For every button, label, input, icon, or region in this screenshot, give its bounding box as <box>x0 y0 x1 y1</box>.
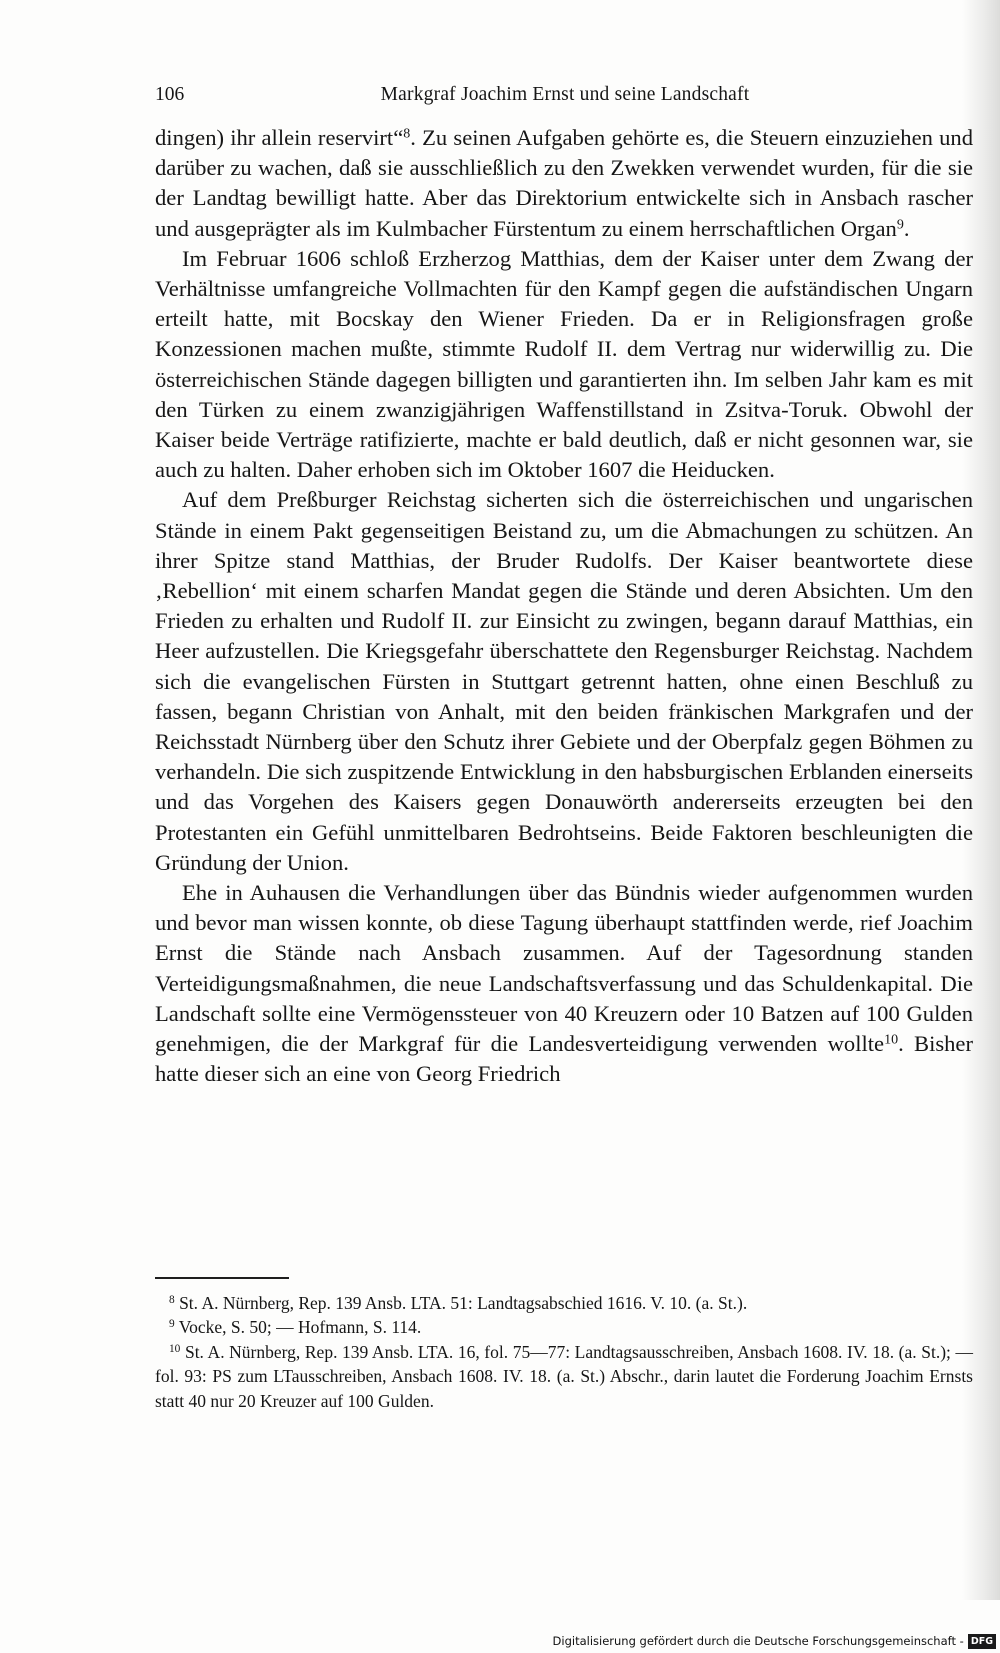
body-paragraph <box>155 123 973 244</box>
page-number: 106 <box>155 84 185 105</box>
footnote-number: 10 <box>169 1342 181 1355</box>
footnote-reference: 9 <box>896 216 904 232</box>
footnote-separator <box>155 1277 289 1279</box>
paragraph-text: . Bisher hatte dieser sich an eine von Georg Friedrich <box>155 1031 973 1087</box>
dfg-logo: DFG <box>968 1634 996 1649</box>
body-paragraph <box>155 878 973 1089</box>
paragraph-text: dingen) ihr allein reservirt“ <box>155 125 404 150</box>
paragraph-text: Ehe in Auhausen die Verhandlungen über das Bündnis wieder aufgenommen wurden und bevor man wissen konnte, ob diese Tagung überhaupt stattfinden werde, rief Joachim Ernst die Stände nach Ansbach zusammen. Auf der Tagesordnung standen Verteidigungsmaßnahmen, die neue Landschaftsverfassung und das Schuldenkapital. Die Landschaft sollte eine Vermögenssteuer von 40 Kreuzern oder 10 Batzen auf 100 Gulden genehmigen, die der Markgraf für die Landesverteidigung verwenden wollte <box>155 880 973 1057</box>
running-title: Markgraf Joachim Ernst und seine Landschaft <box>380 84 750 105</box>
running-header <box>155 84 975 110</box>
footnote-text: Vocke, S. 50; — Hofmann, S. 114. <box>174 1317 422 1338</box>
footnote-number: 8 <box>169 1293 175 1306</box>
digitization-credit <box>553 1632 996 1650</box>
footnote-number: 9 <box>169 1318 175 1331</box>
body-paragraph <box>155 244 973 486</box>
footnote <box>155 1340 973 1413</box>
footnote <box>155 1291 973 1315</box>
credit-text: Digitalisierung gefördert durch die Deutsche Forschungsgemeinschaft - <box>552 1634 964 1648</box>
paragraph-text: . <box>903 215 910 241</box>
paragraph-text: . Zu seinen Aufgaben gehörte es, die Steuern einzuziehen und darüber zu wachen, daß sie ausschließlich zu den Zwekken verwendet wurden, für die sie der Landtag bewilligt hatte. Aber das Direktorium entwickelte sich in Ansbach rascher und ausgeprägter als im Kulmbacher Fürstentum zu einem herrschaftlichen Organ <box>155 125 974 241</box>
footnote-reference: 10 <box>884 1032 899 1048</box>
footnote-text: St. A. Nürnberg, Rep. 139 Ansb. LTA. 51: Landtagsabschied 1616. V. 10. (a. St.). <box>174 1293 748 1313</box>
footnote-reference: 8 <box>403 126 411 142</box>
body-text <box>155 123 973 1090</box>
body-paragraph <box>155 485 973 878</box>
paragraph-text: Auf dem Preßburger Reichstag sicherten sich die österreichischen und ungarischen Stände in einem Pakt gegenseitigen Beistand zu, um die Abmachungen zu schützen. An ihrer Spitze stand Matthias, der Bruder Rudolfs. Der Kaiser beantwortete diese ‚Rebellion‘ mit einem scharfen Mandat gegen die Stände und deren Absichten. Um den Frieden zu erhalten und Rudolf II. zur Einsicht zu zwingen, begann darauf Matthias, ein Heer aufzustellen. Die Kriegsgefahr überschattete den Regensburger Reichstag. Nachdem sich die evangelischen Fürsten in Stuttgart getrennt hatten, ohne einen Beschluß zu fassen, begann Christian von Anhalt, mit den beiden fränkischen Markgrafen und der Reichsstadt Nürnberg über den Schutz ihrer Gebiete und der Oberpfalz gegen Böhmen zu verhandeln. Die sich zuspitzende Entwicklung in den habsburgischen Erblanden einerseits und das Vorgehen des Kaisers gegen Donauwörth andererseits erzeugten bei den Protestanten ein Gefühl unmittelbaren Bedrohtseins. Beide Faktoren beschleunigten die Gründung der Union. <box>155 487 973 875</box>
footnote-text: St. A. Nürnberg, Rep. 139 Ansb. LTA. 16, fol. 75—77: Landtagsausschreiben, Ansbach 1608. IV. 18. (a. St.); — fol. 93: PS zum LTausschreiben, Ansbach 1608. IV. 18. (a. St.) Abschr., darin lautet die Forderung Joachim Ernsts statt 40 nur 20 Kreuzer auf 100 Gulden. <box>155 1341 973 1411</box>
footnotes <box>155 1291 973 1413</box>
paragraph-text: Im Februar 1606 schloß Erzherzog Matthias, dem der Kaiser unter dem Zwang der Verhältnisse umfangreiche Vollmachten für den Kampf gegen die aufständischen Ungarn erteilt hatte, mit Bocskay den Wiener Frieden. Da er in Religionsfragen große Konzessionen machen mußte, stimmte Rudolf II. dem Vertrag nur widerwillig zu. Die österreichischen Stände dagegen billigten und garantierten ihn. Im selben Jahr kam es mit den Türken zu einem zwanzigjährigen Waffenstillstand in Zsitva-Toruk. Obwohl der Kaiser beide Verträge ratifizierte, machte er bald deutlich, daß er nicht gesonnen war, sie auch zu halten. Daher erhoben sich im Oktober 1607 die Heiducken. <box>155 245 973 483</box>
footnote <box>155 1315 973 1339</box>
